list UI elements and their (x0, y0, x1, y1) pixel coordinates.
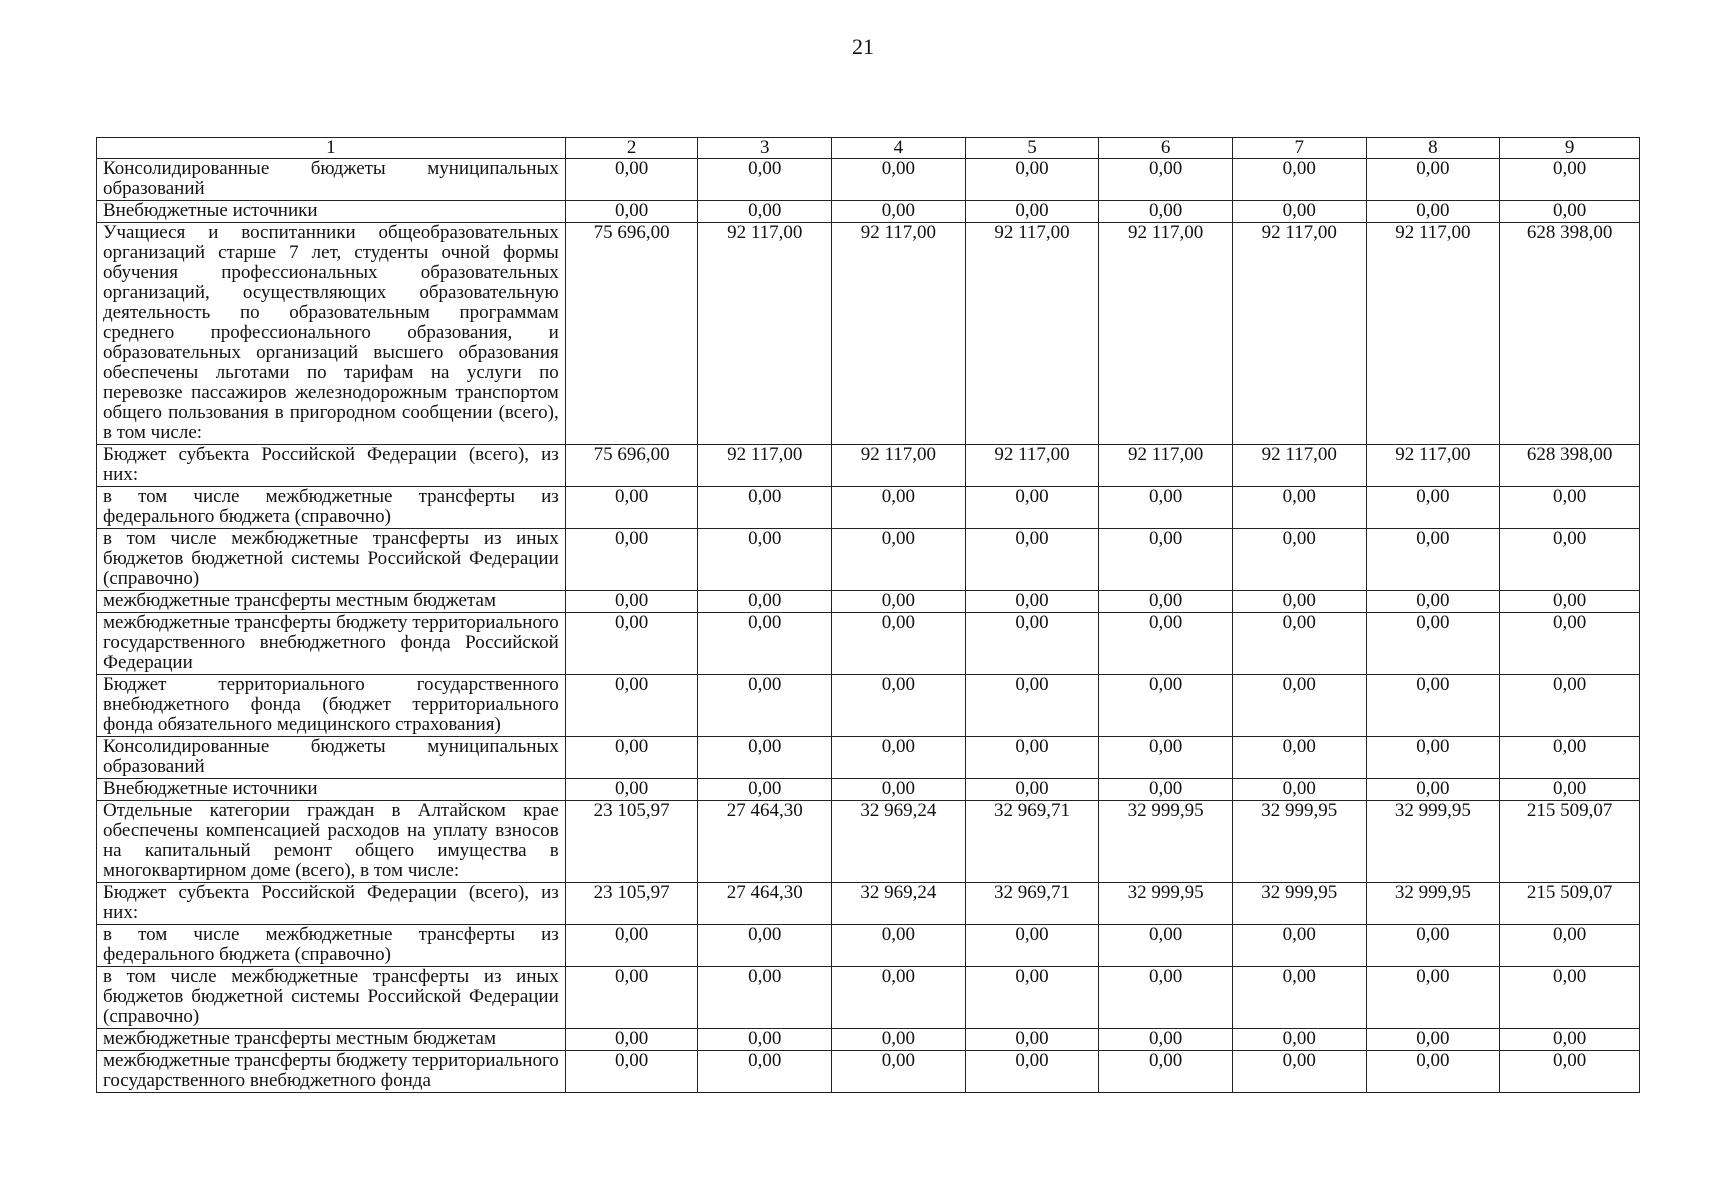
value-cell: 0,00 (698, 967, 832, 1029)
row-label: в том числе межбюджетные трансферты из иных бюджетов бюджетной системы Российской Федерации (справочно) (97, 529, 566, 591)
row-label: Внебюджетные источники (97, 779, 566, 801)
budget-table (96, 137, 1640, 1093)
value-cell: 0,00 (1500, 591, 1640, 613)
value-cell: 0,00 (965, 967, 1099, 1029)
value-cell: 0,00 (832, 159, 966, 201)
value-cell: 0,00 (698, 487, 832, 529)
value-cell: 0,00 (565, 675, 698, 737)
value-cell: 92 117,00 (965, 223, 1099, 445)
value-cell: 92 117,00 (698, 223, 832, 445)
row-label: межбюджетные трансферты местным бюджетам (97, 591, 566, 613)
table-row (97, 613, 1640, 675)
value-cell: 0,00 (565, 159, 698, 201)
value-cell: 0,00 (965, 201, 1099, 223)
value-cell: 0,00 (1366, 967, 1500, 1029)
value-cell: 0,00 (1500, 675, 1640, 737)
value-cell: 32 999,95 (1232, 801, 1366, 883)
value-cell: 0,00 (698, 529, 832, 591)
value-cell: 23 105,97 (565, 801, 698, 883)
value-cell: 0,00 (565, 1051, 698, 1093)
value-cell: 0,00 (832, 529, 966, 591)
value-cell: 32 969,24 (832, 883, 966, 925)
value-cell: 0,00 (832, 967, 966, 1029)
value-cell: 0,00 (965, 925, 1099, 967)
table-row (97, 1051, 1640, 1093)
value-cell: 0,00 (1366, 201, 1500, 223)
value-cell: 0,00 (1232, 1051, 1366, 1093)
table-row (97, 925, 1640, 967)
table-header (97, 138, 1640, 159)
value-cell: 0,00 (832, 925, 966, 967)
value-cell: 32 999,95 (1366, 801, 1500, 883)
value-cell: 0,00 (1232, 737, 1366, 779)
value-cell: 0,00 (1500, 925, 1640, 967)
table-row (97, 529, 1640, 591)
table-row (97, 779, 1640, 801)
header-row (97, 138, 1640, 159)
value-cell: 0,00 (1500, 201, 1640, 223)
value-cell: 92 117,00 (1099, 445, 1233, 487)
column-header-6: 6 (1099, 138, 1233, 159)
value-cell: 0,00 (1099, 1051, 1233, 1093)
table-row (97, 967, 1640, 1029)
value-cell: 92 117,00 (965, 445, 1099, 487)
value-cell: 0,00 (965, 675, 1099, 737)
value-cell: 0,00 (698, 159, 832, 201)
value-cell: 0,00 (1500, 737, 1640, 779)
value-cell: 0,00 (1500, 779, 1640, 801)
value-cell: 0,00 (965, 529, 1099, 591)
column-header-5: 5 (965, 138, 1099, 159)
column-header-4: 4 (832, 138, 966, 159)
value-cell: 0,00 (698, 737, 832, 779)
value-cell: 0,00 (565, 591, 698, 613)
row-label: Внебюджетные источники (97, 201, 566, 223)
value-cell: 0,00 (1366, 1051, 1500, 1093)
value-cell: 0,00 (1366, 613, 1500, 675)
value-cell: 0,00 (832, 201, 966, 223)
value-cell: 0,00 (565, 737, 698, 779)
row-label: Учащиеся и воспитанники общеобразовательных организаций старше 7 лет, студенты очной формы обучения профессиональных образовательных организаций, осуществляющих образовательную деятельность по образовательным программам среднего профессионального образования, и образовательных организаций высшего образования обеспечены льготами по тарифам на услуги по перевозке пассажиров железнодорожным транспортом общего пользования в пригородном сообщении (всего), в том числе: (97, 223, 566, 445)
value-cell: 0,00 (965, 1051, 1099, 1093)
table-row (97, 223, 1640, 445)
table-row (97, 201, 1640, 223)
value-cell: 0,00 (1232, 613, 1366, 675)
value-cell: 92 117,00 (1366, 223, 1500, 445)
value-cell: 32 969,71 (965, 883, 1099, 925)
table-row (97, 1029, 1640, 1051)
row-label: в том числе межбюджетные трансферты из иных бюджетов бюджетной системы Российской Федерации (справочно) (97, 967, 566, 1029)
value-cell: 0,00 (1232, 529, 1366, 591)
value-cell: 0,00 (1500, 529, 1640, 591)
value-cell: 0,00 (832, 613, 966, 675)
table-row (97, 591, 1640, 613)
column-header-7: 7 (1232, 138, 1366, 159)
value-cell: 32 969,71 (965, 801, 1099, 883)
row-label: Бюджет субъекта Российской Федерации (всего), из них: (97, 445, 566, 487)
value-cell: 0,00 (1232, 1029, 1366, 1051)
value-cell: 0,00 (1099, 779, 1233, 801)
value-cell: 0,00 (1232, 925, 1366, 967)
value-cell: 628 398,00 (1500, 223, 1640, 445)
row-label: Бюджет субъекта Российской Федерации (всего), из них: (97, 883, 566, 925)
column-header-9: 9 (1500, 138, 1640, 159)
table-row (97, 487, 1640, 529)
value-cell: 75 696,00 (565, 223, 698, 445)
value-cell: 0,00 (832, 1051, 966, 1093)
value-cell: 0,00 (698, 1051, 832, 1093)
value-cell: 0,00 (1366, 779, 1500, 801)
row-label: Консолидированные бюджеты муниципальных образований (97, 737, 566, 779)
value-cell: 0,00 (1500, 613, 1640, 675)
table-row (97, 737, 1640, 779)
value-cell: 0,00 (698, 201, 832, 223)
value-cell: 0,00 (965, 613, 1099, 675)
column-header-2: 2 (565, 138, 698, 159)
value-cell: 0,00 (832, 779, 966, 801)
value-cell: 0,00 (1099, 1029, 1233, 1051)
value-cell: 0,00 (1232, 487, 1366, 529)
value-cell: 0,00 (965, 737, 1099, 779)
value-cell: 0,00 (1099, 487, 1233, 529)
value-cell: 27 464,30 (698, 801, 832, 883)
row-label: в том числе межбюджетные трансферты из федерального бюджета (справочно) (97, 925, 566, 967)
value-cell: 23 105,97 (565, 883, 698, 925)
row-label: Бюджет территориального государственного внебюджетного фонда (бюджет территориального фонда обязательного медицинского страхования) (97, 675, 566, 737)
row-label: межбюджетные трансферты бюджету территориального государственного внебюджетного фонда Российской Федерации (97, 613, 566, 675)
value-cell: 0,00 (1099, 967, 1233, 1029)
value-cell: 0,00 (832, 675, 966, 737)
value-cell: 0,00 (698, 925, 832, 967)
value-cell: 0,00 (832, 737, 966, 779)
value-cell: 0,00 (698, 779, 832, 801)
value-cell: 0,00 (565, 779, 698, 801)
column-header-8: 8 (1366, 138, 1500, 159)
row-label: межбюджетные трансферты местным бюджетам (97, 1029, 566, 1051)
value-cell: 0,00 (698, 591, 832, 613)
value-cell: 0,00 (1099, 737, 1233, 779)
value-cell: 0,00 (698, 613, 832, 675)
value-cell: 0,00 (1232, 967, 1366, 1029)
value-cell: 92 117,00 (832, 445, 966, 487)
row-label: межбюджетные трансферты бюджету территориального государственного внебюджетного фонда (97, 1051, 566, 1093)
value-cell: 32 969,24 (832, 801, 966, 883)
value-cell: 0,00 (1366, 737, 1500, 779)
value-cell: 0,00 (1366, 925, 1500, 967)
value-cell: 0,00 (1232, 159, 1366, 201)
value-cell: 0,00 (565, 529, 698, 591)
value-cell: 0,00 (1232, 201, 1366, 223)
value-cell: 32 999,95 (1099, 883, 1233, 925)
column-header-1: 1 (97, 138, 566, 159)
value-cell: 0,00 (1366, 675, 1500, 737)
value-cell: 0,00 (832, 591, 966, 613)
value-cell: 0,00 (565, 925, 698, 967)
value-cell: 0,00 (1099, 613, 1233, 675)
value-cell: 0,00 (1232, 591, 1366, 613)
value-cell: 92 117,00 (1232, 223, 1366, 445)
value-cell: 32 999,95 (1099, 801, 1233, 883)
value-cell: 0,00 (1232, 779, 1366, 801)
value-cell: 32 999,95 (1232, 883, 1366, 925)
value-cell: 0,00 (1099, 675, 1233, 737)
value-cell: 75 696,00 (565, 445, 698, 487)
table-row (97, 801, 1640, 883)
value-cell: 0,00 (1099, 591, 1233, 613)
row-label: Консолидированные бюджеты муниципальных образований (97, 159, 566, 201)
value-cell: 0,00 (565, 613, 698, 675)
value-cell: 0,00 (832, 487, 966, 529)
value-cell: 0,00 (1099, 159, 1233, 201)
column-header-3: 3 (698, 138, 832, 159)
value-cell: 0,00 (1500, 487, 1640, 529)
value-cell: 0,00 (1500, 159, 1640, 201)
row-label: в том числе межбюджетные трансферты из федерального бюджета (справочно) (97, 487, 566, 529)
value-cell: 0,00 (965, 487, 1099, 529)
value-cell: 0,00 (965, 1029, 1099, 1051)
table-row (97, 675, 1640, 737)
value-cell: 0,00 (832, 1029, 966, 1051)
value-cell: 0,00 (698, 675, 832, 737)
value-cell: 92 117,00 (1099, 223, 1233, 445)
table-row (97, 445, 1640, 487)
value-cell: 0,00 (1500, 967, 1640, 1029)
value-cell: 0,00 (965, 779, 1099, 801)
value-cell: 0,00 (1232, 675, 1366, 737)
value-cell: 0,00 (1099, 201, 1233, 223)
value-cell: 92 117,00 (832, 223, 966, 445)
value-cell: 215 509,07 (1500, 801, 1640, 883)
value-cell: 0,00 (565, 1029, 698, 1051)
value-cell: 0,00 (1366, 159, 1500, 201)
row-label: Отдельные категории граждан в Алтайском крае обеспечены компенсацией расходов на уплату взносов на капитальный ремонт общего имущества в многоквартирном доме (всего), в том числе: (97, 801, 566, 883)
value-cell: 92 117,00 (1232, 445, 1366, 487)
value-cell: 0,00 (965, 159, 1099, 201)
value-cell: 0,00 (565, 201, 698, 223)
value-cell: 215 509,07 (1500, 883, 1640, 925)
value-cell: 32 999,95 (1366, 883, 1500, 925)
page-number: 21 (852, 34, 874, 59)
value-cell: 92 117,00 (698, 445, 832, 487)
value-cell: 92 117,00 (1366, 445, 1500, 487)
table-body (97, 159, 1640, 1093)
value-cell: 0,00 (1500, 1051, 1640, 1093)
value-cell: 0,00 (565, 967, 698, 1029)
value-cell: 0,00 (1366, 487, 1500, 529)
value-cell: 0,00 (1500, 1029, 1640, 1051)
value-cell: 628 398,00 (1500, 445, 1640, 487)
value-cell: 0,00 (965, 591, 1099, 613)
value-cell: 0,00 (1366, 591, 1500, 613)
table-row (97, 883, 1640, 925)
value-cell: 27 464,30 (698, 883, 832, 925)
value-cell: 0,00 (1099, 529, 1233, 591)
value-cell: 0,00 (1366, 529, 1500, 591)
value-cell: 0,00 (1366, 1029, 1500, 1051)
value-cell: 0,00 (698, 1029, 832, 1051)
value-cell: 0,00 (1099, 925, 1233, 967)
table-row (97, 159, 1640, 201)
value-cell: 0,00 (565, 487, 698, 529)
